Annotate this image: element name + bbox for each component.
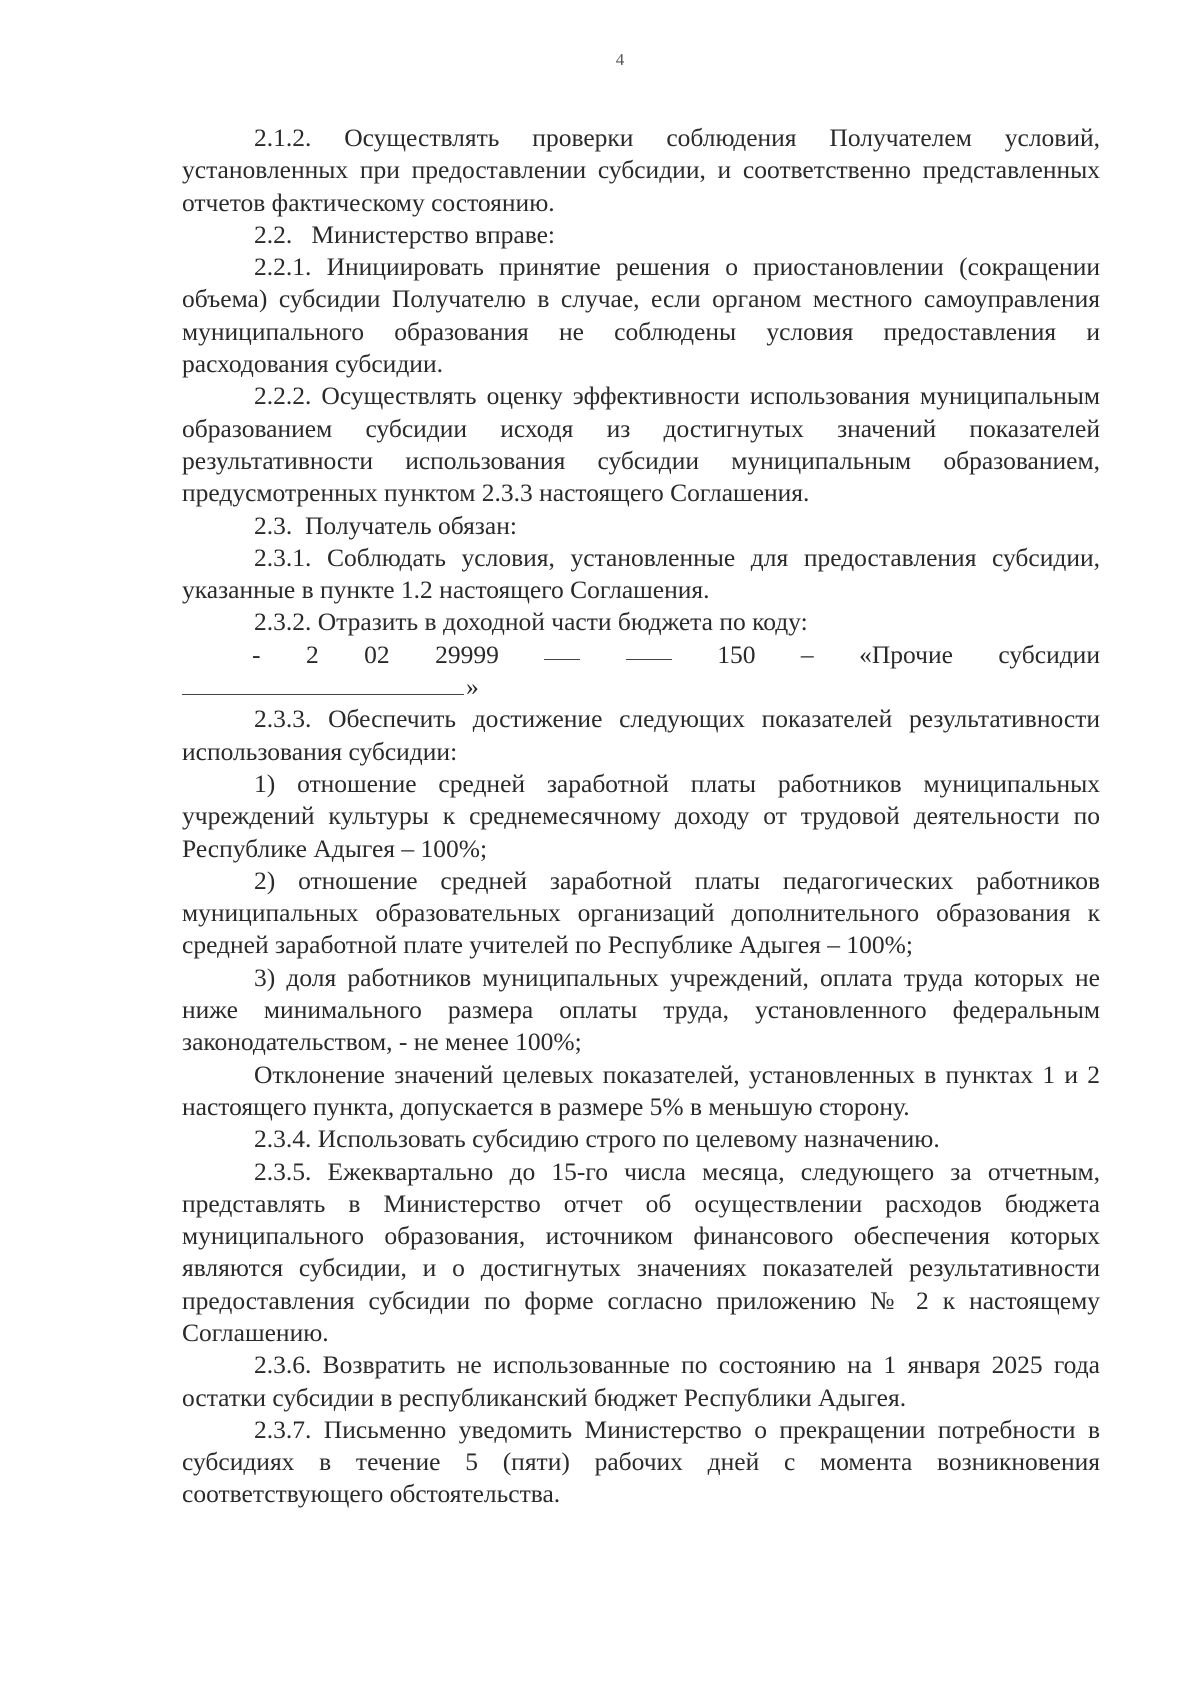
indicator-1: 1) отношение средней заработной платы работников муниципальных учреждений культуры к среднемесячному доходу от трудовой деятельности по Республике Адыгея – 100%;: [182, 768, 1100, 863]
budget-code-part: –: [800, 639, 814, 669]
paragraph-2-3-3: 2.3.3. Обеспечить достижение следующих показателей результативности использования субсидии:: [182, 704, 1100, 766]
budget-code-part: 02: [364, 639, 390, 669]
budget-code-line: [182, 639, 1100, 671]
budget-code-blank: [544, 639, 580, 660]
budget-code-continuation: [182, 671, 1100, 703]
budget-code-part: 29999: [435, 639, 499, 669]
document-body: [182, 122, 1100, 1511]
paragraph-2-3-4: 2.3.4. Использовать субсидию строго по целевому назначению.: [254, 1124, 940, 1154]
budget-name-blank: [182, 672, 464, 695]
paragraph-2-3-1: 2.3.1. Соблюдать условия, установленные для предоставления субсидии, указанные в пункте 1.2 настоящего Соглашения.: [182, 542, 1100, 605]
paragraph-2-3-5: 2.3.5. Ежеквартально до 15-го числа месяца, следующего за отчетным, представлять в Министерство отчет об осуществлении расходов бюджета муниципального образования, источником финансового обеспечения которых являются субсидии, и о достигнутых значениях показателей результативности предоставления субсидии по форме согласно приложению № 2 к настоящему Соглашению.: [182, 1156, 1100, 1347]
paragraph-2-3-6: 2.3.6. Возвратить не использованные по состоянию на 1 января 2025 года остатки субсидии в республиканский бюджет Республики Адыгея.: [182, 1350, 1100, 1412]
indicator-2: 2) отношение средней заработной платы педагогических работников муниципальных образовательных организаций дополнительного образования к средней заработной плате учителей по Республике Адыгея – 100%;: [182, 865, 1100, 960]
budget-code-part: 2: [305, 639, 319, 669]
paragraph-2-3: 2.3. Получатель обязан:: [254, 510, 517, 540]
budget-code-part: 150: [717, 639, 756, 669]
paragraph-2-2-2: 2.2.2. Осуществлять оценку эффективности использования муниципальным образованием субсидии исходя из достигнутых значений показателей результативности использования субсидии муниципальным образованием, предусмотренных пунктом 2.3.3 настоящего Соглашения.: [182, 381, 1100, 508]
budget-code-part: «Прочие: [859, 639, 953, 669]
closing-quote: »: [466, 672, 479, 702]
paragraph-2-1-2: 2.1.2. Осуществлять проверки соблюдения Получателем условий, установленных при предоставлении субсидии, и соответственно представленных отчетов фактическому состоянию.: [182, 123, 1100, 217]
paragraph-2-3-7: 2.3.7. Письменно уведомить Министерство о прекращении потребности в субсидиях в течение 5 (пяти) рабочих дней с момента возникновения соответствующего обстоятельства.: [182, 1414, 1100, 1509]
budget-code-dash: -: [252, 639, 261, 669]
paragraph-2-2-1: 2.2.1. Инициировать принятие решения о приостановлении (сокращении объема) субсидии Получателю в случае, если органом местного самоуправления муниципального образования не соблюдены условия предоставления и расходования субсидии.: [182, 252, 1100, 379]
page-number: 4: [615, 50, 625, 69]
budget-code-part: субсидии: [998, 639, 1100, 669]
paragraph-2-2: 2.2. Министерство вправе:: [254, 219, 556, 249]
indicator-3: 3) доля работников муниципальных учреждений, оплата труда которых не ниже минимального размера оплаты труда, установленного федеральным законодательством, - не менее 100%;: [182, 962, 1100, 1057]
budget-code-blank: [626, 639, 672, 660]
deviation-note: Отклонение значений целевых показателей, установленных в пунктах 1 и 2 настоящего пункта, допускается в размере 5% в меньшую сторону.: [182, 1059, 1100, 1121]
paragraph-2-3-2: 2.3.2. Отразить в доходной части бюджета по коду:: [254, 607, 808, 637]
